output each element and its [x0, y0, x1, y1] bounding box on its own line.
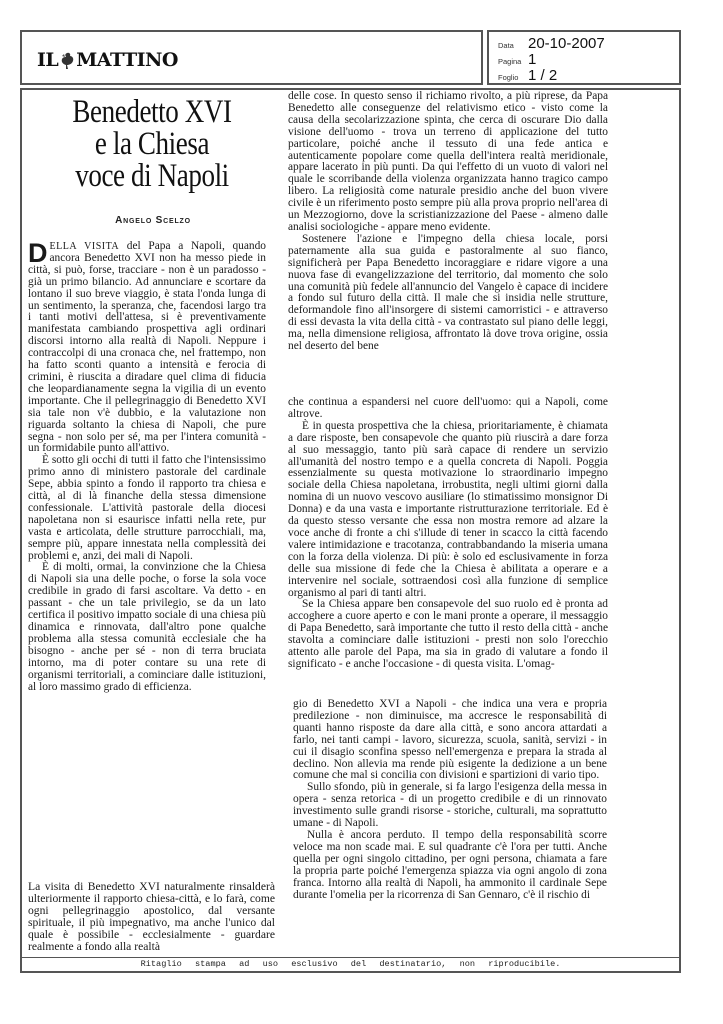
paragraph: delle cose. In questo senso il richiamo rivolto, a più riprese, da Papa Benedetto alle conseguenze del relativismo etico - visto come la causa della secolarizzazione spinta, che cerca di oscurare Dio dalla visione dell'uomo - trova un terreno di applicazione del tutto particolare, poiché anche il tessuto di una fede antica e autenticamente popolare come quella dell'intera realtà meridionale, appare lacerato in più punti. Da qui l'effetto di un vuoto di valori nel quale le scorribande della violenza organizzata hanno tragico campo libero. La religiosità come naturale presidio anche del buon vivere civile è un riferimento posto sempre più alla prova proprio nell'area di un Mezzogiorno, dove la scristianizzazione del Paese - almeno dalle analisi sociologiche - appare meno evidente.: [288, 90, 608, 233]
title-line: voce di Napoli: [75, 158, 229, 194]
paragraph: È di molti, ormai, la convinzione che la Chiesa di Napoli sia una delle poche, o forse la sola voce credibile in grado di farsi ascoltare. Va detto - en passant - che un tale privilegio, se da un lato certifica il positivo impatto sociale di una chiesa più dinamica e rinnovata, dall'altro pone qualche problema alla stessa comunità ecclesiale che ha bisogno - anche per sé - non di terra bruciata intorno, ma di poter contare su una rete di organismi territoriali, a cominciare dalle istituzioni, al loro massimo grado di efficienza.: [28, 561, 266, 693]
clipping-info-box: [487, 30, 681, 85]
logo-text-mattino: MATTINO: [76, 49, 178, 71]
masthead-box: [20, 30, 483, 85]
drop-cap: D: [28, 238, 48, 268]
lead-smallcaps: ELLA VISITA: [49, 241, 120, 252]
article-title: [50, 96, 253, 192]
newspaper-logo: [37, 49, 178, 71]
paragraph: Nulla è ancora perduto. Il tempo della responsabilità scorre veloce ma non scade mai. E sul quadrante c'è l'ora per tutti. Anche quella per ogni singolo cittadino, per ogni persona, chiamata a fare la propria parte poiché l'emergenza spiazza via ogni angolo di zona franca. Intorno alla realtà di Napoli, ha ammonito il cardinale Sepe durante l'omelia per la ricorrenza di San Gennaro, c'è il rischio di: [293, 828, 607, 901]
paragraph: gio di Benedetto XVI a Napoli - che indica una vera e propria predilezione - non diminuisce, ma accresce le responsabilità di quanti hanno risposte da dare alla città, e sono ancora attardati a farlo, nei tanti campi - lavoro, sicurezza, scuola, sanità, servizi - in cui il disagio sconfina spesso nell'emergenza e prepara la strada al declino. Non allevia ma rende più esigente la dedizione a un bene comune che mal si concilia con divisioni e spartizioni di vario tipo.: [293, 698, 607, 782]
paragraph: che continua a espandersi nel cuore dell'uomo: qui a Napoli, come altrove.: [288, 396, 608, 420]
info-row-date: [498, 35, 605, 52]
paragraph: Sullo sfondo, più in generale, si fa largo l'esigenza della messa in opera - senza retorica - di un progetto credibile e di un rinnovato investimento sulle grandi risorse - storiche, culturali, ma soprattutto umane - di Napoli.: [293, 781, 607, 830]
paragraph: [28, 238, 266, 455]
article-column-right-2: [288, 397, 608, 671]
info-label-date: Data: [498, 41, 514, 50]
article-column-left-bottom: [28, 881, 275, 952]
paragraph: È sotto gli occhi di tutti il fatto che l'intensissimo primo anno di ministero pastorale del cardinale Sepe, abbia spinto a fondo il rapporto tra chiesa e città, al di là finanche della stessa dimensione confessionale. L'attività pastorale della diocesi napoletana non si esaurisce infatti nella rete, pur vasta e articolata, delle strutture parrocchiali, ma, sempre più, appare innestata nella complessità dei problemi e, anzi, dei mali di Napoli.: [28, 454, 266, 562]
article-column-right-1: [288, 91, 608, 353]
footer-notice: Ritaglio stampa ad uso esclusivo del destinatario, non riproducibile.: [20, 957, 681, 973]
paragraph-text: del Papa a Napoli, quando ancora Benedetto XVI non ha messo piede in città, si può, forse, tracciare - non è un paradosso - già un primo bilancio. Ad annunciare e scortare da lontano il suo breve viaggio, è stata l'onda lunga di un sentimento, la speranza, che, facendosi largo tra i tanti motivi dell'attesa, si è preventivamente manifestata cambiando prospettiva agli ordinari discorsi intorno alla realtà di Napoli. Neppure i contraccolpi di una cronaca che, nel frattempo, non ha fatto sconti quanto a intensità e ferocia di crimini, è riuscita a diradare quel clima di fiducia che leopardianamente segna la vigilia di un evento importante. Che il pellegrinaggio di Benedetto XVI sia tale non v'è dubbio, e la valutazione non riguarda soltanto la chiesa di Napoli, che pure segna - non solo per sé, ma per l'intera comunità - un formidabile punto all'attivo.: [28, 240, 266, 455]
info-row-sheet: [498, 67, 557, 84]
info-value-date: 20-10-2007: [528, 35, 605, 52]
paragraph: Se la Chiesa appare ben consapevole del suo ruolo ed è pronta ad accoghere a cuore aperto e con le mani pronte a operare, il messaggio di Papa Benedetto, sarà importante che tutto il resto della città - anche stavolta a cominciare dalle istituzioni - presti non solo l'orecchio attento alle parole del Papa, ma sia in grado di valutare a fondo il significato - e anche l'occasione - di questa visita. L'omag-: [288, 598, 608, 670]
info-value-page: 1: [528, 51, 537, 68]
title-line: e la Chiesa: [94, 126, 210, 162]
info-value-sheet: 1 / 2: [528, 67, 558, 84]
rooster-icon: [59, 51, 75, 71]
paragraph: È in questa prospettiva che la chiesa, prioritariamente, è chiamata a dare risposte, ben consapevole che quanto più riuscirà a dare forza al suo messaggio, tanto più sarà capace di rendere un servizio all'umanità del nostro tempo e a quella concreta di Napoli. Poggia essenzialmente su questa motivazione lo straordinario impegno sociale della Chiesa napoletana, irrobustita, negli ultimi giorni dalla nomina di un nuovo vescovo ausiliare (lo stimatissimo monsignor Di Donna) e da una vasta e importante ristrutturazione territoriale. Ed è da questo stesso versante che essa non mostra remore ad alzare la voce anche di fronte a chi s'illude di tener in scacco la città facendo valere intimidazione e tracotanza, contrabbandando la miseria umana con la forza della violenza. Di più: è solo ed esclusivamente in forza delle sua missione di fede che la Chiesa è abilitata a operare e a intervenire nel sociale, sottraendosi così alla funzione di semplice organismo al pari di tanti altri.: [288, 419, 608, 599]
info-label-sheet: Foglio: [498, 73, 519, 82]
article-column-right-3: [293, 699, 607, 901]
article-author: Angelo Scelzo: [115, 215, 191, 226]
paragraph: La visita di Benedetto XVI naturalmente rinsalderà ulteriormente il rapporto chiesa-città, e lo farà, come ogni pellegrinaggio apostolico, dal versante spirituale, il più impegnativo, ma anche l'unico dal quale è possibile - ecclesialmente - guardare realmente a fondo alla realtà: [28, 880, 275, 953]
article-column-left: [28, 238, 266, 693]
info-label-page: Pagina: [498, 57, 522, 66]
logo-text-il: IL: [37, 49, 59, 71]
paragraph: Sostenere l'azione e l'impegno della chiesa locale, porsi paternamente alla sua guida e pastoralmente al suo fianco, significherà per Papa Benedetto incoraggiare e ridare vigore a una nuova fase di evangelizzazione del territorio, dal momento che solo una comunità più fedele all'annuncio del Vangelo è capace di incidere a fondo sul futuro della città. Il male che si insidia nelle strutture, deformandole fino all'insorgere di sistemi camorristici - e attraverso di essi devasta la vita della città - va contrastato sul piano delle leggi, ma, nella dimensione religiosa, affrontato là dove trova origine, ossia nel deserto del bene: [288, 232, 608, 353]
title-line: Benedetto XVI: [72, 94, 232, 130]
info-row-page: [498, 51, 536, 68]
